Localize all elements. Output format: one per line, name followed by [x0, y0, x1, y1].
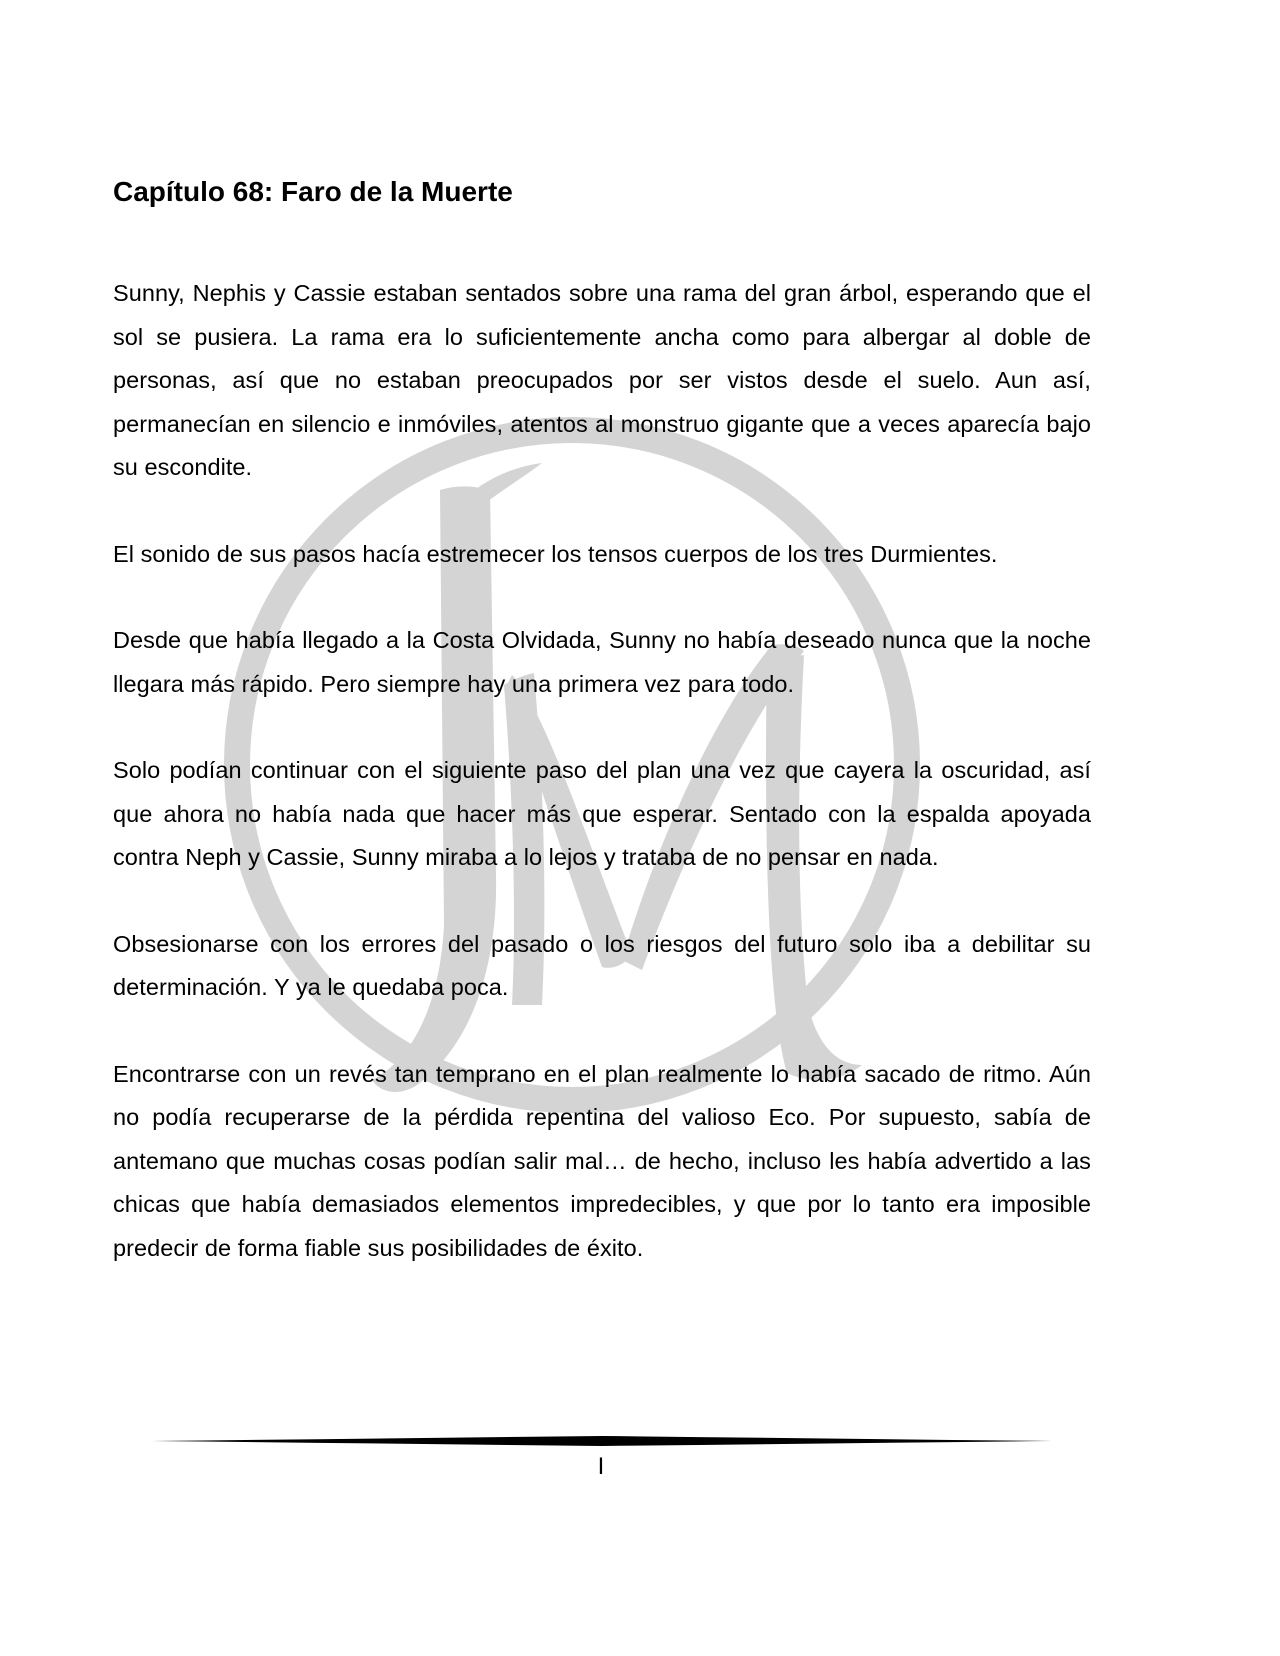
chapter-title: Capítulo 68: Faro de la Muerte — [113, 176, 513, 207]
footer-divider — [152, 1434, 1052, 1448]
paragraph: Encontrarse con un revés tan temprano en el plan realmente lo había sacado de ritmo. Aún no podía recuperarse de la pérdida repentina del valioso Eco. Por supuesto, sabía de antemano que muchas cosas podían salir mal… de hecho, incluso les había advertido a las chicas que había demasiados elementos impredecibles, y que por lo tanto era imposible predecir de forma fiable sus posibilidades de éxito. — [113, 1060, 1091, 1261]
paragraph: Desde que había llegado a la Costa Olvidada, Sunny no había deseado nunca que la noche llegara más rápido. Pero siempre hay una primera vez para todo. — [113, 627, 1091, 697]
chapter-body — [113, 272, 1091, 1270]
paragraph: El sonido de sus pasos hacía estremecer los tensos cuerpos de los tres Durmientes. — [113, 540, 998, 567]
document-content — [113, 172, 1091, 1313]
paragraph: Solo podían continuar con el siguiente paso del plan una vez que cayera la oscuridad, así que ahora no había nada que hacer más que esperar. Sentado con la espalda apoyada contra Neph y Cassie, Sunny miraba a lo lejos y trataba de no pensar en nada. — [113, 757, 1091, 870]
paragraph: Sunny, Nephis y Cassie estaban sentados sobre una rama del gran árbol, esperando que el sol se pusiera. La rama era lo suficientemente ancha como para albergar al doble de personas, así que no estaban preocupados por ser vistos desde el suelo. Aun así, permanecían en silencio e inmóviles, atentos al monstruo gigante que a veces aparecía bajo su escondite. — [113, 280, 1091, 480]
page-number: I — [597, 1453, 605, 1480]
paragraph: Obsesionarse con los errores del pasado o los riesgos del futuro solo iba a debilitar su determinación. Y ya le quedaba poca. — [113, 930, 1091, 1000]
